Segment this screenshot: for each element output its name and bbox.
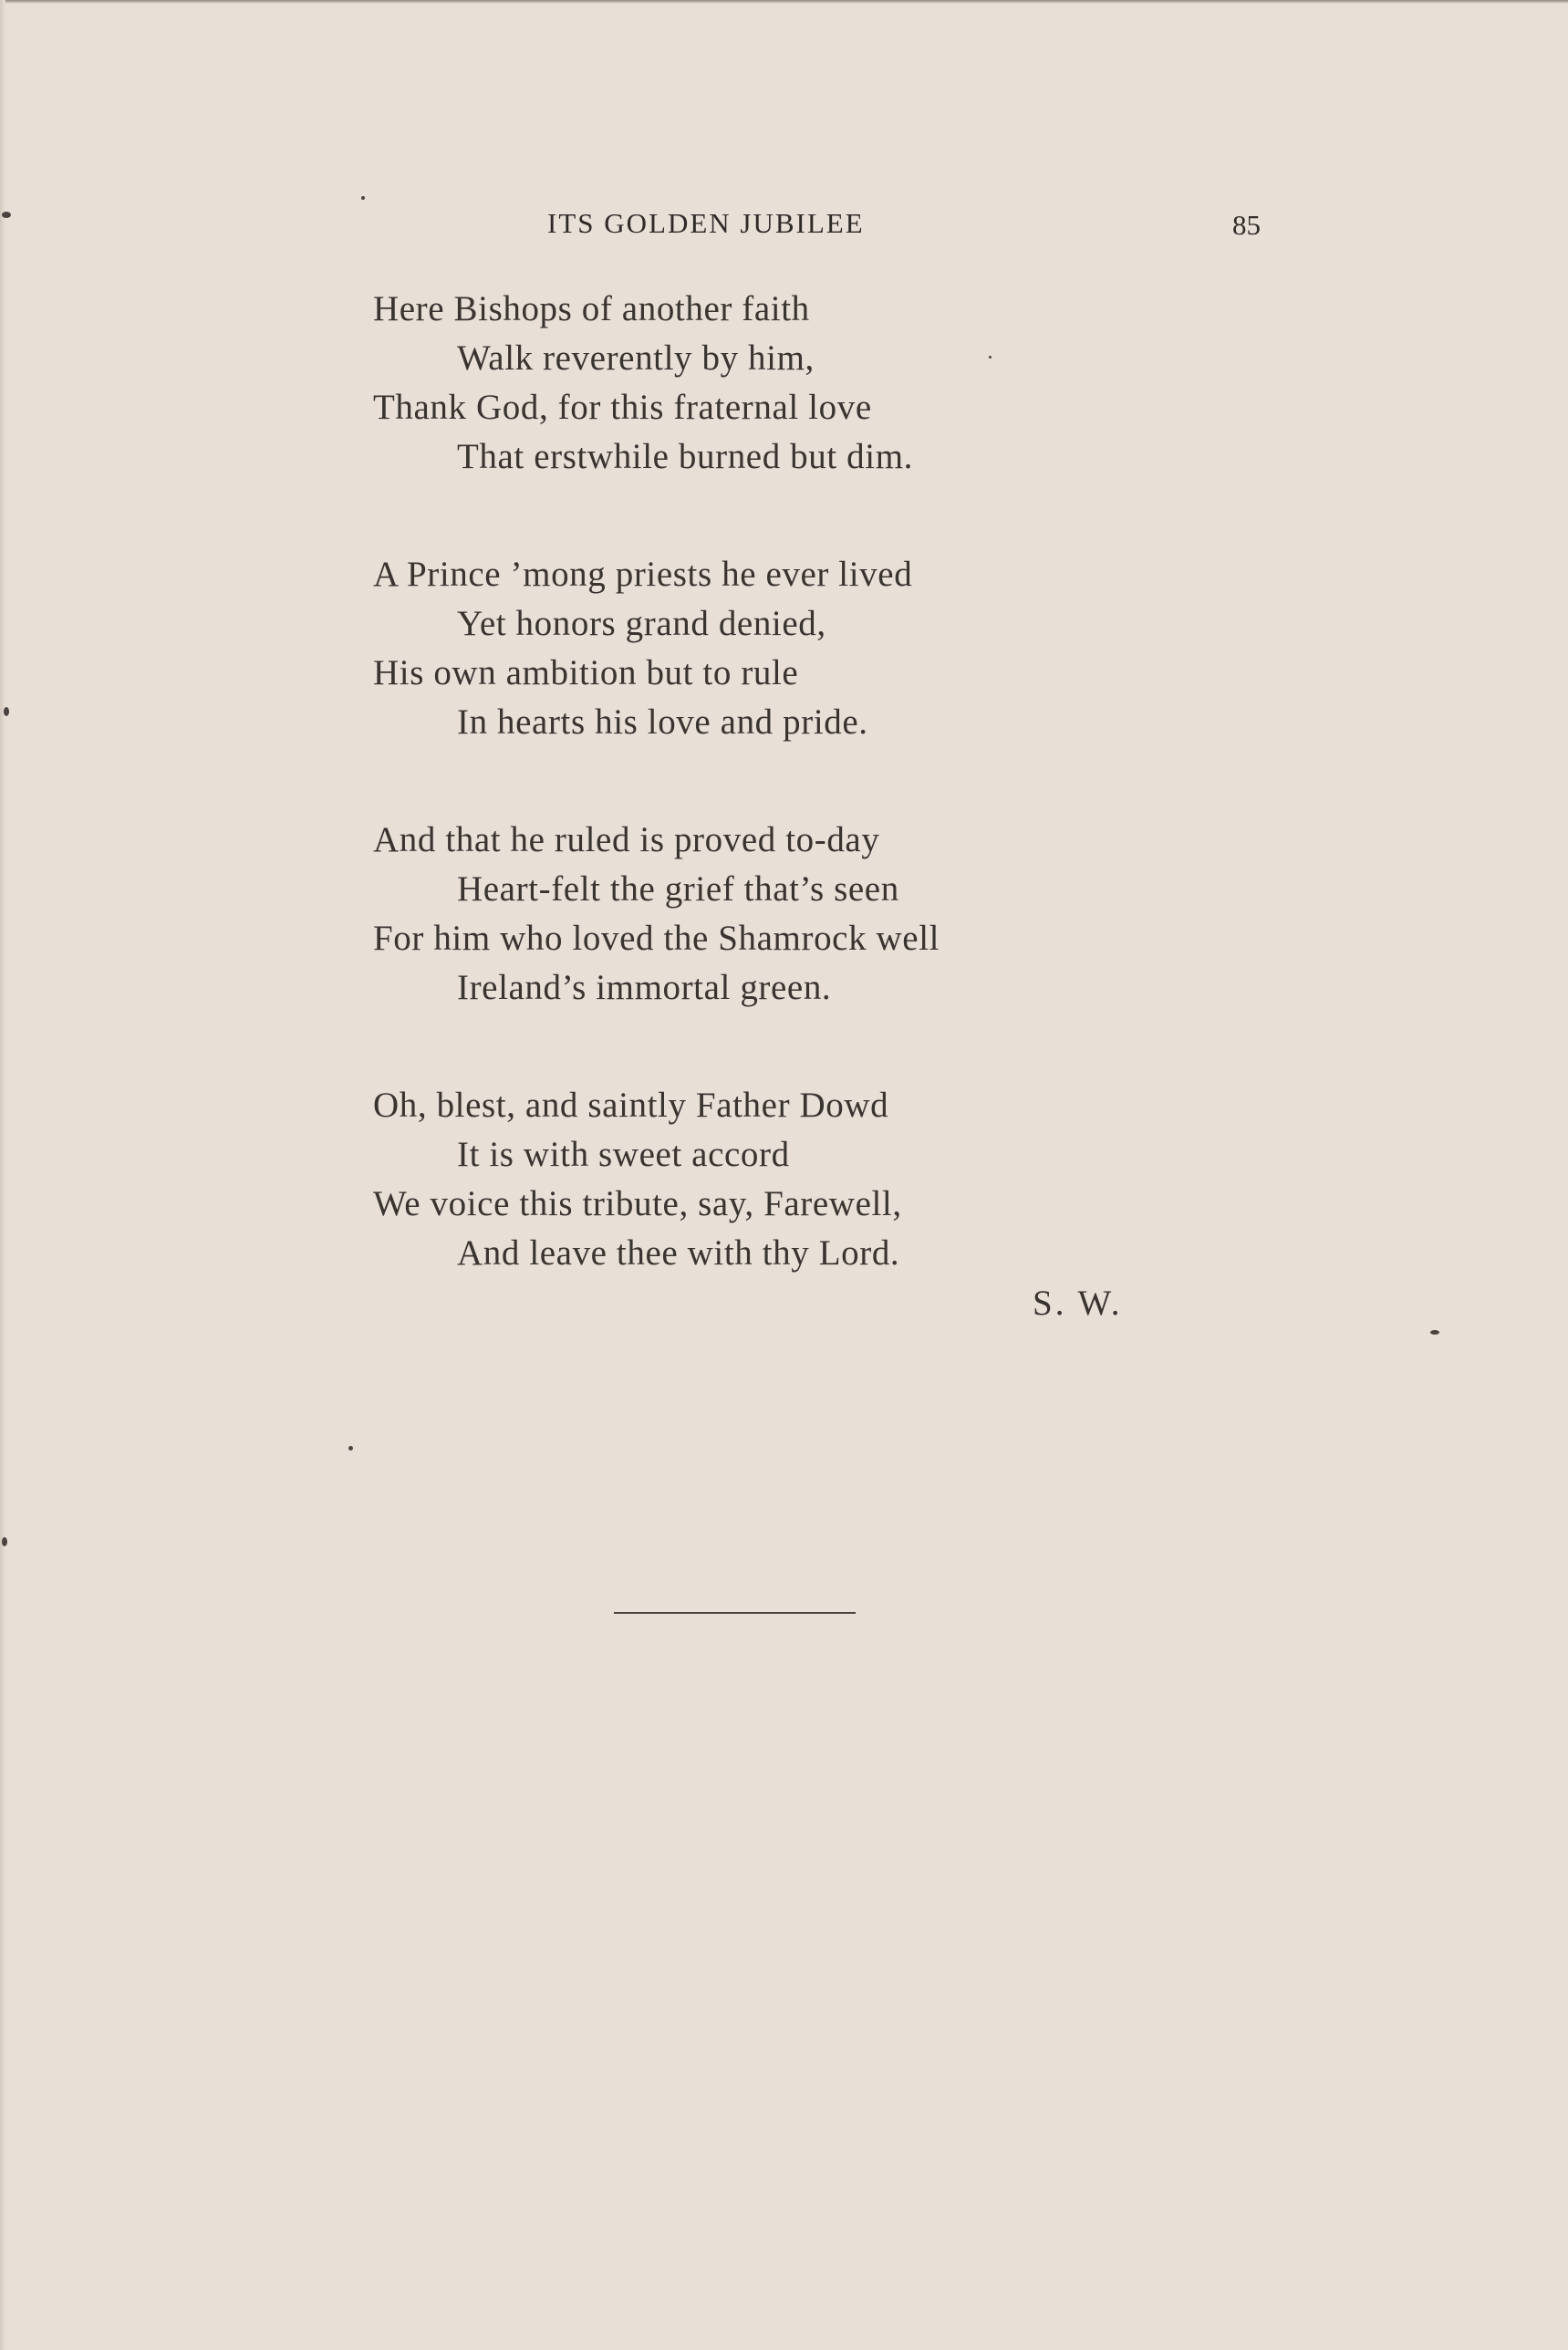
poem-line: Here Bishops of another faith	[373, 289, 810, 328]
stanza-4	[373, 1081, 1194, 1278]
paper-speck	[1430, 1330, 1439, 1335]
stanza-1	[373, 285, 1194, 482]
poem-line: Thank God, for this fraternal love	[373, 388, 872, 427]
paper-speck	[989, 356, 992, 359]
paper-speck	[361, 196, 365, 200]
poem-line: A Prince ’mong priests he ever lived	[373, 555, 913, 594]
page-top-edge	[0, 0, 1568, 4]
paper-speck	[2, 1537, 7, 1546]
paper-speck	[348, 1446, 353, 1451]
poem-line: Yet honors grand denied,	[457, 604, 826, 643]
page-left-edge	[0, 0, 5, 2350]
paper-speck	[2, 212, 11, 218]
poem-line: Oh, blest, and saintly Father Dowd	[373, 1086, 889, 1125]
poem-line: Heart-felt the grief that’s seen	[457, 869, 899, 909]
stanza-2	[373, 550, 1194, 747]
running-head: ITS GOLDEN JUBILEE	[547, 207, 865, 239]
stanza-3	[373, 816, 1194, 1013]
poem	[373, 285, 1194, 1347]
poem-line: Walk reverently by him,	[457, 338, 815, 378]
poem-line: Ireland’s immortal green.	[457, 968, 832, 1007]
signature: S. W.	[1033, 1284, 1123, 1323]
poem-line: His own ambition but to rule	[373, 653, 799, 692]
page-number: 85	[1232, 209, 1261, 241]
paper-speck	[4, 707, 9, 716]
section-divider	[614, 1612, 856, 1614]
poem-line: We voice this tribute, say, Farewell,	[373, 1184, 902, 1223]
poem-line: For him who loved the Shamrock well	[373, 919, 940, 958]
poem-line: That erstwhile burned but dim.	[457, 437, 913, 476]
poem-line: And that he ruled is proved to-day	[373, 820, 880, 859]
poem-line: It is with sweet accord	[457, 1135, 790, 1174]
poem-line: In hearts his love and pride.	[457, 702, 868, 742]
poem-line: And leave thee with thy Lord.	[457, 1233, 900, 1273]
